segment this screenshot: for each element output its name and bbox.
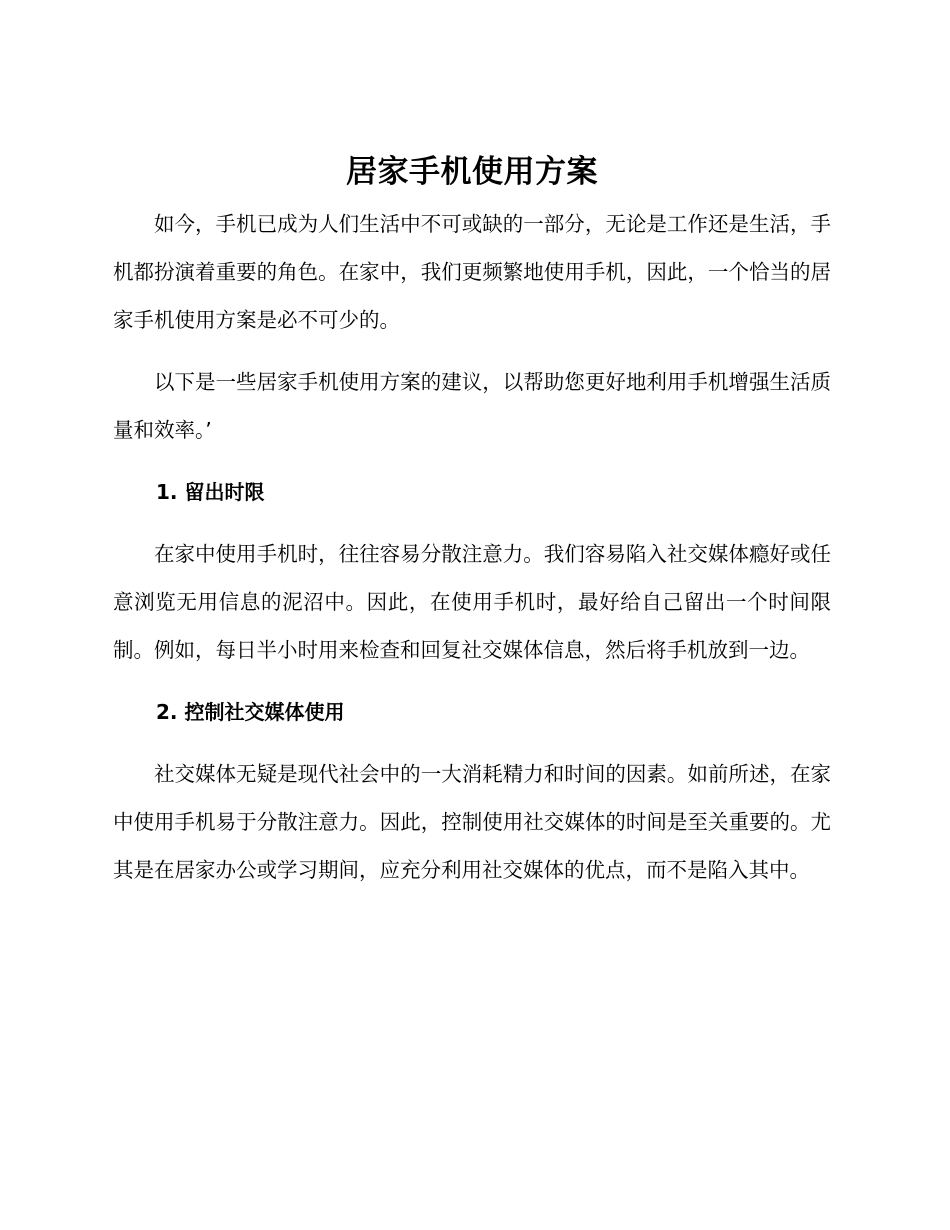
section-heading-social-media: 2. 控制社交媒体使用 [156, 700, 345, 724]
intro-paragraph-2: 以下是一些居家手机使用方案的建议，以帮助您更好地利用手机增强生活质量和效率。’ [113, 370, 831, 442]
section-heading-time-limit: 1. 留出时限 [156, 480, 265, 504]
document-title: 居家手机使用方案 [346, 154, 598, 190]
intro-paragraph-1: 如今，手机已成为人们生活中不可或缺的一部分，无论是工作还是生活，手机都扮演着重要的角色。在家中，我们更频繁地使用手机，因此，一个恰当的居家手机使用方案是必不可少的。 [113, 212, 831, 332]
document-page [113, 148, 831, 908]
section-body-social-media: 社交媒体无疑是现代社会中的一大消耗精力和时间的因素。如前所述，在家中使用手机易于分散注意力。因此，控制使用社交媒体的时间是至关重要的。尤其是在居家办公或学习期间，应充分利用社交媒体的优点，而不是陷入其中。 [113, 762, 831, 882]
section-body-time-limit: 在家中使用手机时，往往容易分散注意力。我们容易陷入社交媒体瘾好或任意浏览无用信息的泥沼中。因此，在使用手机时，最好给自己留出一个时间限制。例如，每日半小时用来检查和回复社交媒体信息，然后将手机放到一边。 [113, 542, 831, 662]
